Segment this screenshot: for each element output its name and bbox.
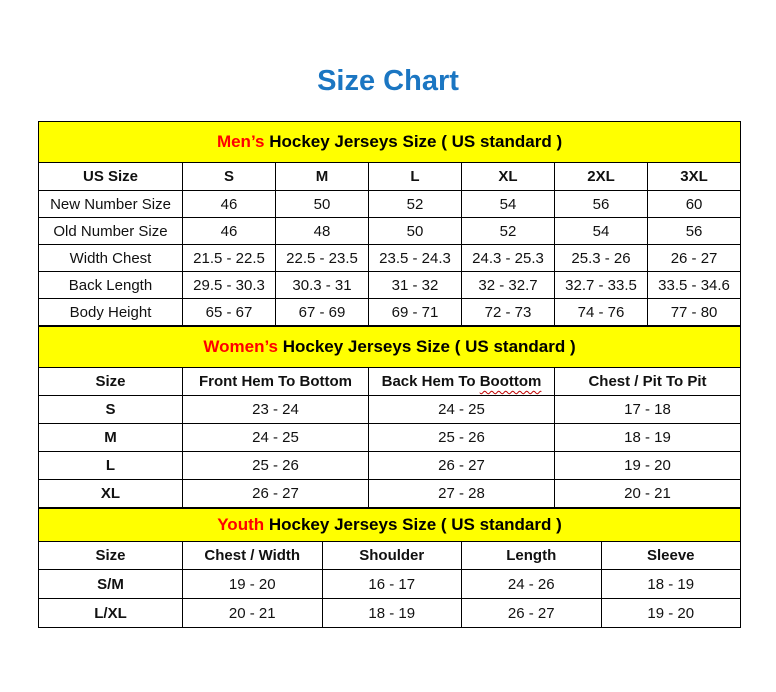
- table-cell: 32 - 32.7: [462, 272, 555, 299]
- column-header: Shoulder: [322, 542, 462, 570]
- mens-heading-rest: Hockey Jerseys Size ( US standard ): [264, 132, 563, 151]
- table-cell: 24 - 26: [462, 570, 602, 599]
- row-label: New Number Size: [39, 191, 183, 218]
- table-cell: 56: [555, 191, 648, 218]
- table-cell: 18 - 19: [555, 424, 741, 452]
- mens-heading-highlight: Men’s: [216, 132, 265, 151]
- table-cell: 19 - 20: [183, 570, 323, 599]
- table-cell: 17 - 18: [555, 396, 741, 424]
- youth-section-heading-row: [39, 509, 741, 542]
- table-cell: 74 - 76: [555, 299, 648, 326]
- table-cell: 18 - 19: [322, 599, 462, 628]
- womens-heading-highlight: Women’s: [203, 337, 278, 356]
- table-row: [39, 299, 741, 326]
- table-cell: 50: [369, 218, 462, 245]
- table-cell: 25.3 - 26: [555, 245, 648, 272]
- table-cell: 24.3 - 25.3: [462, 245, 555, 272]
- table-row: [39, 480, 741, 508]
- table-cell: 26 - 27: [369, 452, 555, 480]
- table-row: [39, 396, 741, 424]
- row-label: L: [39, 452, 183, 480]
- table-cell: 22.5 - 23.5: [276, 245, 369, 272]
- table-row: [39, 570, 741, 599]
- table-cell: 24 - 25: [369, 396, 555, 424]
- youth-heading-rest: Hockey Jerseys Size ( US standard ): [264, 515, 562, 534]
- youth-section-heading: [39, 509, 741, 542]
- table-cell: 16 - 17: [322, 570, 462, 599]
- table-cell: 23 - 24: [183, 396, 369, 424]
- table-cell: 56: [648, 218, 741, 245]
- youth-header-row: [39, 542, 741, 570]
- table-cell: 20 - 21: [555, 480, 741, 508]
- youth-size-table: [38, 508, 741, 628]
- mens-header-row: [39, 163, 741, 191]
- table-cell: 20 - 21: [183, 599, 323, 628]
- table-row: [39, 452, 741, 480]
- page-title: Size Chart: [317, 65, 459, 97]
- column-header: Size: [39, 368, 183, 396]
- column-header: Front Hem To Bottom: [183, 368, 369, 396]
- table-cell: 48: [276, 218, 369, 245]
- table-cell: 46: [183, 191, 276, 218]
- table-cell: 30.3 - 31: [276, 272, 369, 299]
- table-cell: 31 - 32: [369, 272, 462, 299]
- column-header: XL: [462, 163, 555, 191]
- column-header: 2XL: [555, 163, 648, 191]
- table-cell: 72 - 73: [462, 299, 555, 326]
- youth-heading-highlight: Youth: [217, 515, 265, 534]
- table-cell: 26 - 27: [183, 480, 369, 508]
- table-row: [39, 191, 741, 218]
- table-row: [39, 272, 741, 299]
- table-row: [39, 218, 741, 245]
- table-cell: 27 - 28: [369, 480, 555, 508]
- mens-section-heading: [39, 122, 741, 163]
- column-header: 3XL: [648, 163, 741, 191]
- mens-section-heading-row: [39, 122, 741, 163]
- table-cell: 50: [276, 191, 369, 218]
- column-header: Sleeve: [601, 542, 741, 570]
- table-cell: 24 - 25: [183, 424, 369, 452]
- table-cell: 33.5 - 34.6: [648, 272, 741, 299]
- womens-size-table: [38, 326, 741, 508]
- row-label: Back Length: [39, 272, 183, 299]
- size-tables-container: [38, 121, 740, 628]
- misspelled-word: Boottom: [479, 373, 542, 390]
- table-row: [39, 245, 741, 272]
- table-cell: 26 - 27: [462, 599, 602, 628]
- row-label: Body Height: [39, 299, 183, 326]
- womens-heading-rest: Hockey Jerseys Size ( US standard ): [278, 337, 576, 356]
- table-cell: 69 - 71: [369, 299, 462, 326]
- table-cell: 25 - 26: [369, 424, 555, 452]
- womens-header-row: [39, 368, 741, 396]
- column-header: L: [369, 163, 462, 191]
- table-cell: 18 - 19: [601, 570, 741, 599]
- row-label: Old Number Size: [39, 218, 183, 245]
- column-header: Back Hem To Boottom: [369, 368, 555, 396]
- column-header: M: [276, 163, 369, 191]
- row-label: Width Chest: [39, 245, 183, 272]
- row-label: S/M: [39, 570, 183, 599]
- table-cell: 52: [462, 218, 555, 245]
- row-label: M: [39, 424, 183, 452]
- table-cell: 65 - 67: [183, 299, 276, 326]
- table-cell: 19 - 20: [555, 452, 741, 480]
- womens-section-heading-row: [39, 327, 741, 368]
- column-header: S: [183, 163, 276, 191]
- row-label: L/XL: [39, 599, 183, 628]
- column-header: US Size: [39, 163, 183, 191]
- row-label: XL: [39, 480, 183, 508]
- table-cell: 52: [369, 191, 462, 218]
- table-cell: 54: [462, 191, 555, 218]
- table-row: [39, 599, 741, 628]
- table-cell: 26 - 27: [648, 245, 741, 272]
- column-header: Size: [39, 542, 183, 570]
- column-header: Chest / Pit To Pit: [555, 368, 741, 396]
- table-cell: 67 - 69: [276, 299, 369, 326]
- column-header: Chest / Width: [183, 542, 323, 570]
- table-cell: 77 - 80: [648, 299, 741, 326]
- table-cell: 29.5 - 30.3: [183, 272, 276, 299]
- womens-section-heading: [39, 327, 741, 368]
- mens-size-table: [38, 121, 741, 326]
- table-row: [39, 424, 741, 452]
- table-cell: 60: [648, 191, 741, 218]
- table-cell: 46: [183, 218, 276, 245]
- table-cell: 32.7 - 33.5: [555, 272, 648, 299]
- table-cell: 21.5 - 22.5: [183, 245, 276, 272]
- table-cell: 19 - 20: [601, 599, 741, 628]
- column-header: Length: [462, 542, 602, 570]
- table-cell: 54: [555, 218, 648, 245]
- row-label: S: [39, 396, 183, 424]
- table-cell: 23.5 - 24.3: [369, 245, 462, 272]
- table-cell: 25 - 26: [183, 452, 369, 480]
